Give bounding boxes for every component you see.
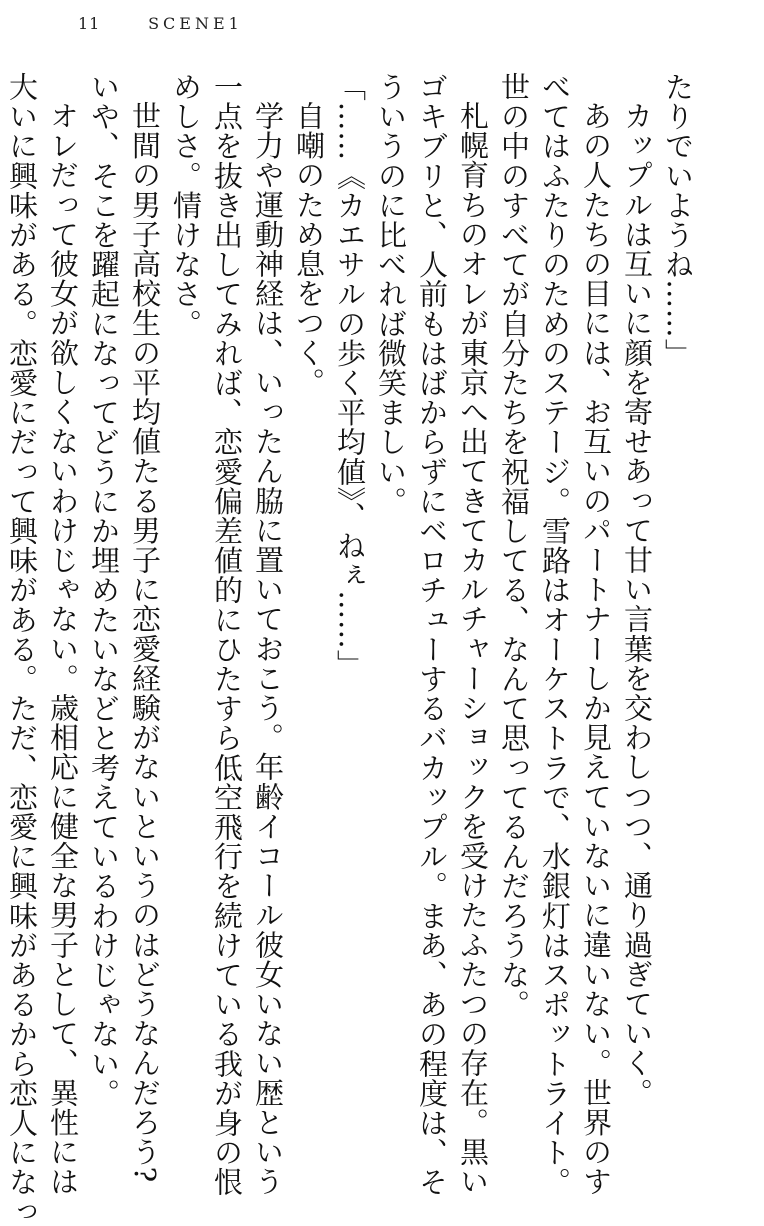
text-line: 世間の男子高校生の平均値たる男子に恋愛経験がないというのはどうなんだろう? [128, 101, 162, 1183]
text-line: 自嘲のため息をつく。 [292, 101, 326, 397]
text-line: あの人たちの目には、お互いのパートナーしか見えていないに違いない。世界のす [579, 101, 613, 1197]
text-line: べてはふたりのためのステージ。雪路はオーケストラで、水銀灯はスポットライト。 [538, 72, 572, 1197]
page-number: 11 [78, 14, 101, 33]
scene-title: SCENE1 [148, 14, 243, 33]
text-line: たりでいようね……」 [661, 72, 695, 368]
text-line: ういうのに比べれば微笑ましい。 [374, 72, 408, 516]
page-header [78, 12, 243, 36]
text-line: めしさ。情けなさ。 [169, 72, 203, 339]
text-line: 一点を抜き出してみれば、恋愛偏差値的にひたすら低空飛行を続けている我が身の恨 [210, 72, 244, 1197]
text-line: オレだって彼女が欲しくないわけじゃない。歳相応に健全な男子として、異性には [46, 101, 80, 1197]
text-line: ゴキブリと、人前もはばからずにベロチューするバカップル。まあ、あの程度は、そ [415, 72, 449, 1197]
text-line: 大いに興味がある。恋愛にだって興味がある。ただ、恋愛に興味があるから恋人になっ [5, 72, 39, 1226]
text-line: 札幌育ちのオレが東京へ出てきてカルチャーショックを受けたふたつの存在。黒い [456, 101, 490, 1197]
text-line: 世の中のすべてが自分たちを祝福してる、なんて思ってるんだろうな。 [497, 72, 531, 1020]
text-line: 「……《カエサルの歩く平均値》、ねぇ……」 [333, 72, 367, 680]
text-line: いや、そこを躍起になってどうにか埋めたいなどと考えているわけじゃない。 [87, 72, 121, 1108]
text-line: 学力や運動神経は、いったん脇に置いておこう。年齢イコール彼女いない歴という [251, 101, 285, 1197]
text-line: カップルは互いに顔を寄せあって甘い言葉を交わしつつ、通り過ぎていく。 [620, 101, 654, 1108]
vertical-body-text [1, 72, 698, 1226]
